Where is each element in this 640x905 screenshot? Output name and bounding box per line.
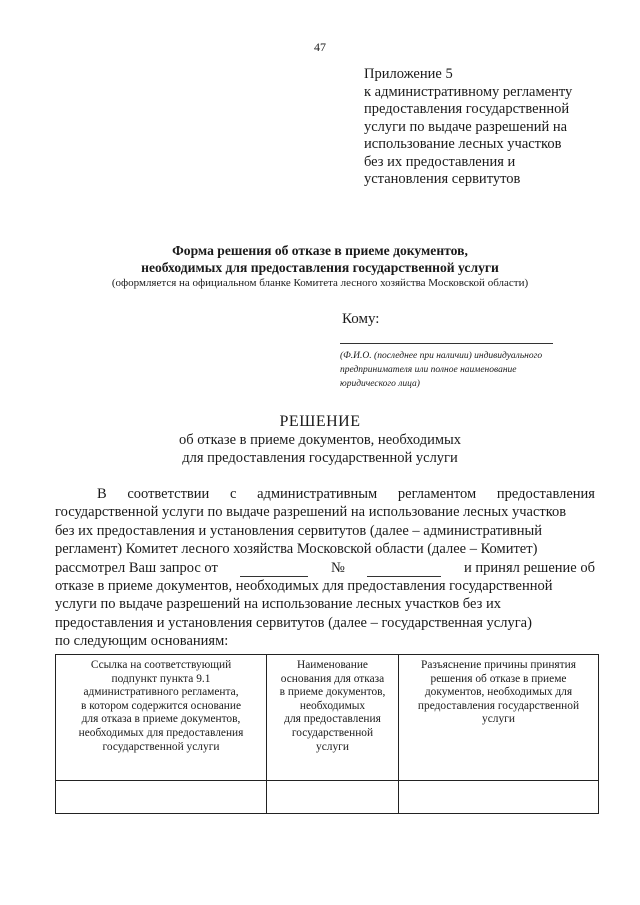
table-row (56, 781, 599, 814)
body-word: с (229, 486, 237, 502)
header-line: Разъяснение причины принятия (421, 659, 576, 671)
form-note: (оформляется на официальном бланке Комитета лесного хозяйства Московской области) (111, 277, 529, 289)
recipient-note-line: юридического лица) (340, 379, 420, 389)
appendix-line: без их предоставления и (364, 153, 516, 170)
form-title-line: необходимых для предоставления государственной услуги (141, 260, 499, 275)
decision-subtitle-line: об отказе в приеме документов, необходимых (178, 432, 462, 448)
recipient-note-line: предпринимателя или полное наименование (340, 365, 517, 375)
decision-title: РЕШЕНИЕ (279, 413, 361, 430)
form-title (0, 242, 640, 276)
header-line: государственной (291, 726, 374, 739)
body-text: рассмотрел Ваш запрос от (55, 559, 218, 576)
recipient-note-line: (Ф.И.О. (последнее при наличии) индивидуального (340, 351, 543, 361)
header-line: государственной услуги (102, 740, 220, 753)
table-header-cell (56, 655, 267, 781)
appendix-line: установления сервитутов (364, 171, 521, 187)
recipient-label: Кому: (342, 311, 380, 327)
header-line: необходимых (299, 699, 366, 712)
table-cell (399, 781, 599, 814)
recipient-blank-line (340, 343, 553, 344)
appendix-line: Приложение 5 (364, 66, 453, 82)
header-line: в котором содержится основание (80, 699, 242, 712)
appendix-line: использование лесных участков (364, 136, 562, 152)
body-line: предоставления и установления сервитутов (далее – государственная услуга) (55, 614, 532, 631)
table-header-cell (267, 655, 399, 781)
body-line: регламент) Комитет лесного хозяйства Московской области (далее – Комитет) (55, 541, 538, 558)
request-date-blank (240, 559, 308, 577)
decision-subtitle (0, 432, 640, 467)
appendix-line: услуги по выдаче разрешений на (364, 118, 568, 135)
header-line: подпункт пункта 9.1 (111, 672, 211, 685)
body-word: В (97, 486, 107, 502)
header-line: услуги (316, 740, 349, 753)
body-line: по следующим основаниям: (55, 633, 229, 650)
appendix-block (364, 66, 614, 189)
request-number-blank (367, 559, 441, 577)
body-word: предоставления (496, 486, 595, 502)
header-line: в приеме документов, (279, 686, 386, 699)
body-word: соответствии (127, 486, 210, 502)
form-title-line: Форма решения об отказе в приеме документов, (172, 243, 468, 258)
table-cell (267, 781, 399, 814)
header-line: административного регламента, (83, 686, 239, 699)
page-number: 47 (314, 40, 326, 54)
decision-body (55, 485, 595, 651)
appendix-line: предоставления государственной (364, 101, 570, 117)
header-line: необходимых для предоставления (78, 726, 244, 739)
header-line: для отказа в приеме документов, (81, 713, 241, 726)
body-word: административным (257, 486, 378, 502)
header-line: решения об отказе в приеме (430, 672, 567, 685)
header-line: услуги (482, 713, 515, 726)
body-line (55, 559, 595, 577)
table-header-cell (399, 655, 599, 781)
decision-subtitle-line: для предоставления государственной услуги (182, 449, 458, 466)
body-line: государственной услуги по выдаче разрешений на использование лесных участков (55, 504, 567, 521)
refusal-grounds-table (55, 654, 599, 814)
body-word: регламентом (397, 486, 477, 502)
header-line: основания для отказа (280, 672, 385, 685)
header-line: Ссылка на соответствующий (90, 659, 232, 671)
table-cell (56, 781, 267, 814)
appendix-line: к административному регламенту (364, 83, 573, 100)
header-line: Наименование (297, 659, 368, 671)
body-line: без их предоставления и установления сервитутов (далее – административный (55, 522, 543, 539)
table-header-row (56, 655, 599, 781)
body-text: № (331, 559, 345, 576)
body-text: и принял решение об (464, 559, 595, 576)
header-line: предоставления государственной (417, 699, 580, 712)
header-line: документов, необходимых для (424, 686, 573, 699)
recipient-note (340, 349, 580, 391)
body-line: услуги по выдаче разрешений на использование лесных участков без их (55, 596, 501, 613)
header-line: для предоставления (284, 713, 381, 726)
body-line (55, 485, 595, 503)
body-line: отказе в приеме документов, необходимых для предоставления государственной (55, 578, 553, 595)
